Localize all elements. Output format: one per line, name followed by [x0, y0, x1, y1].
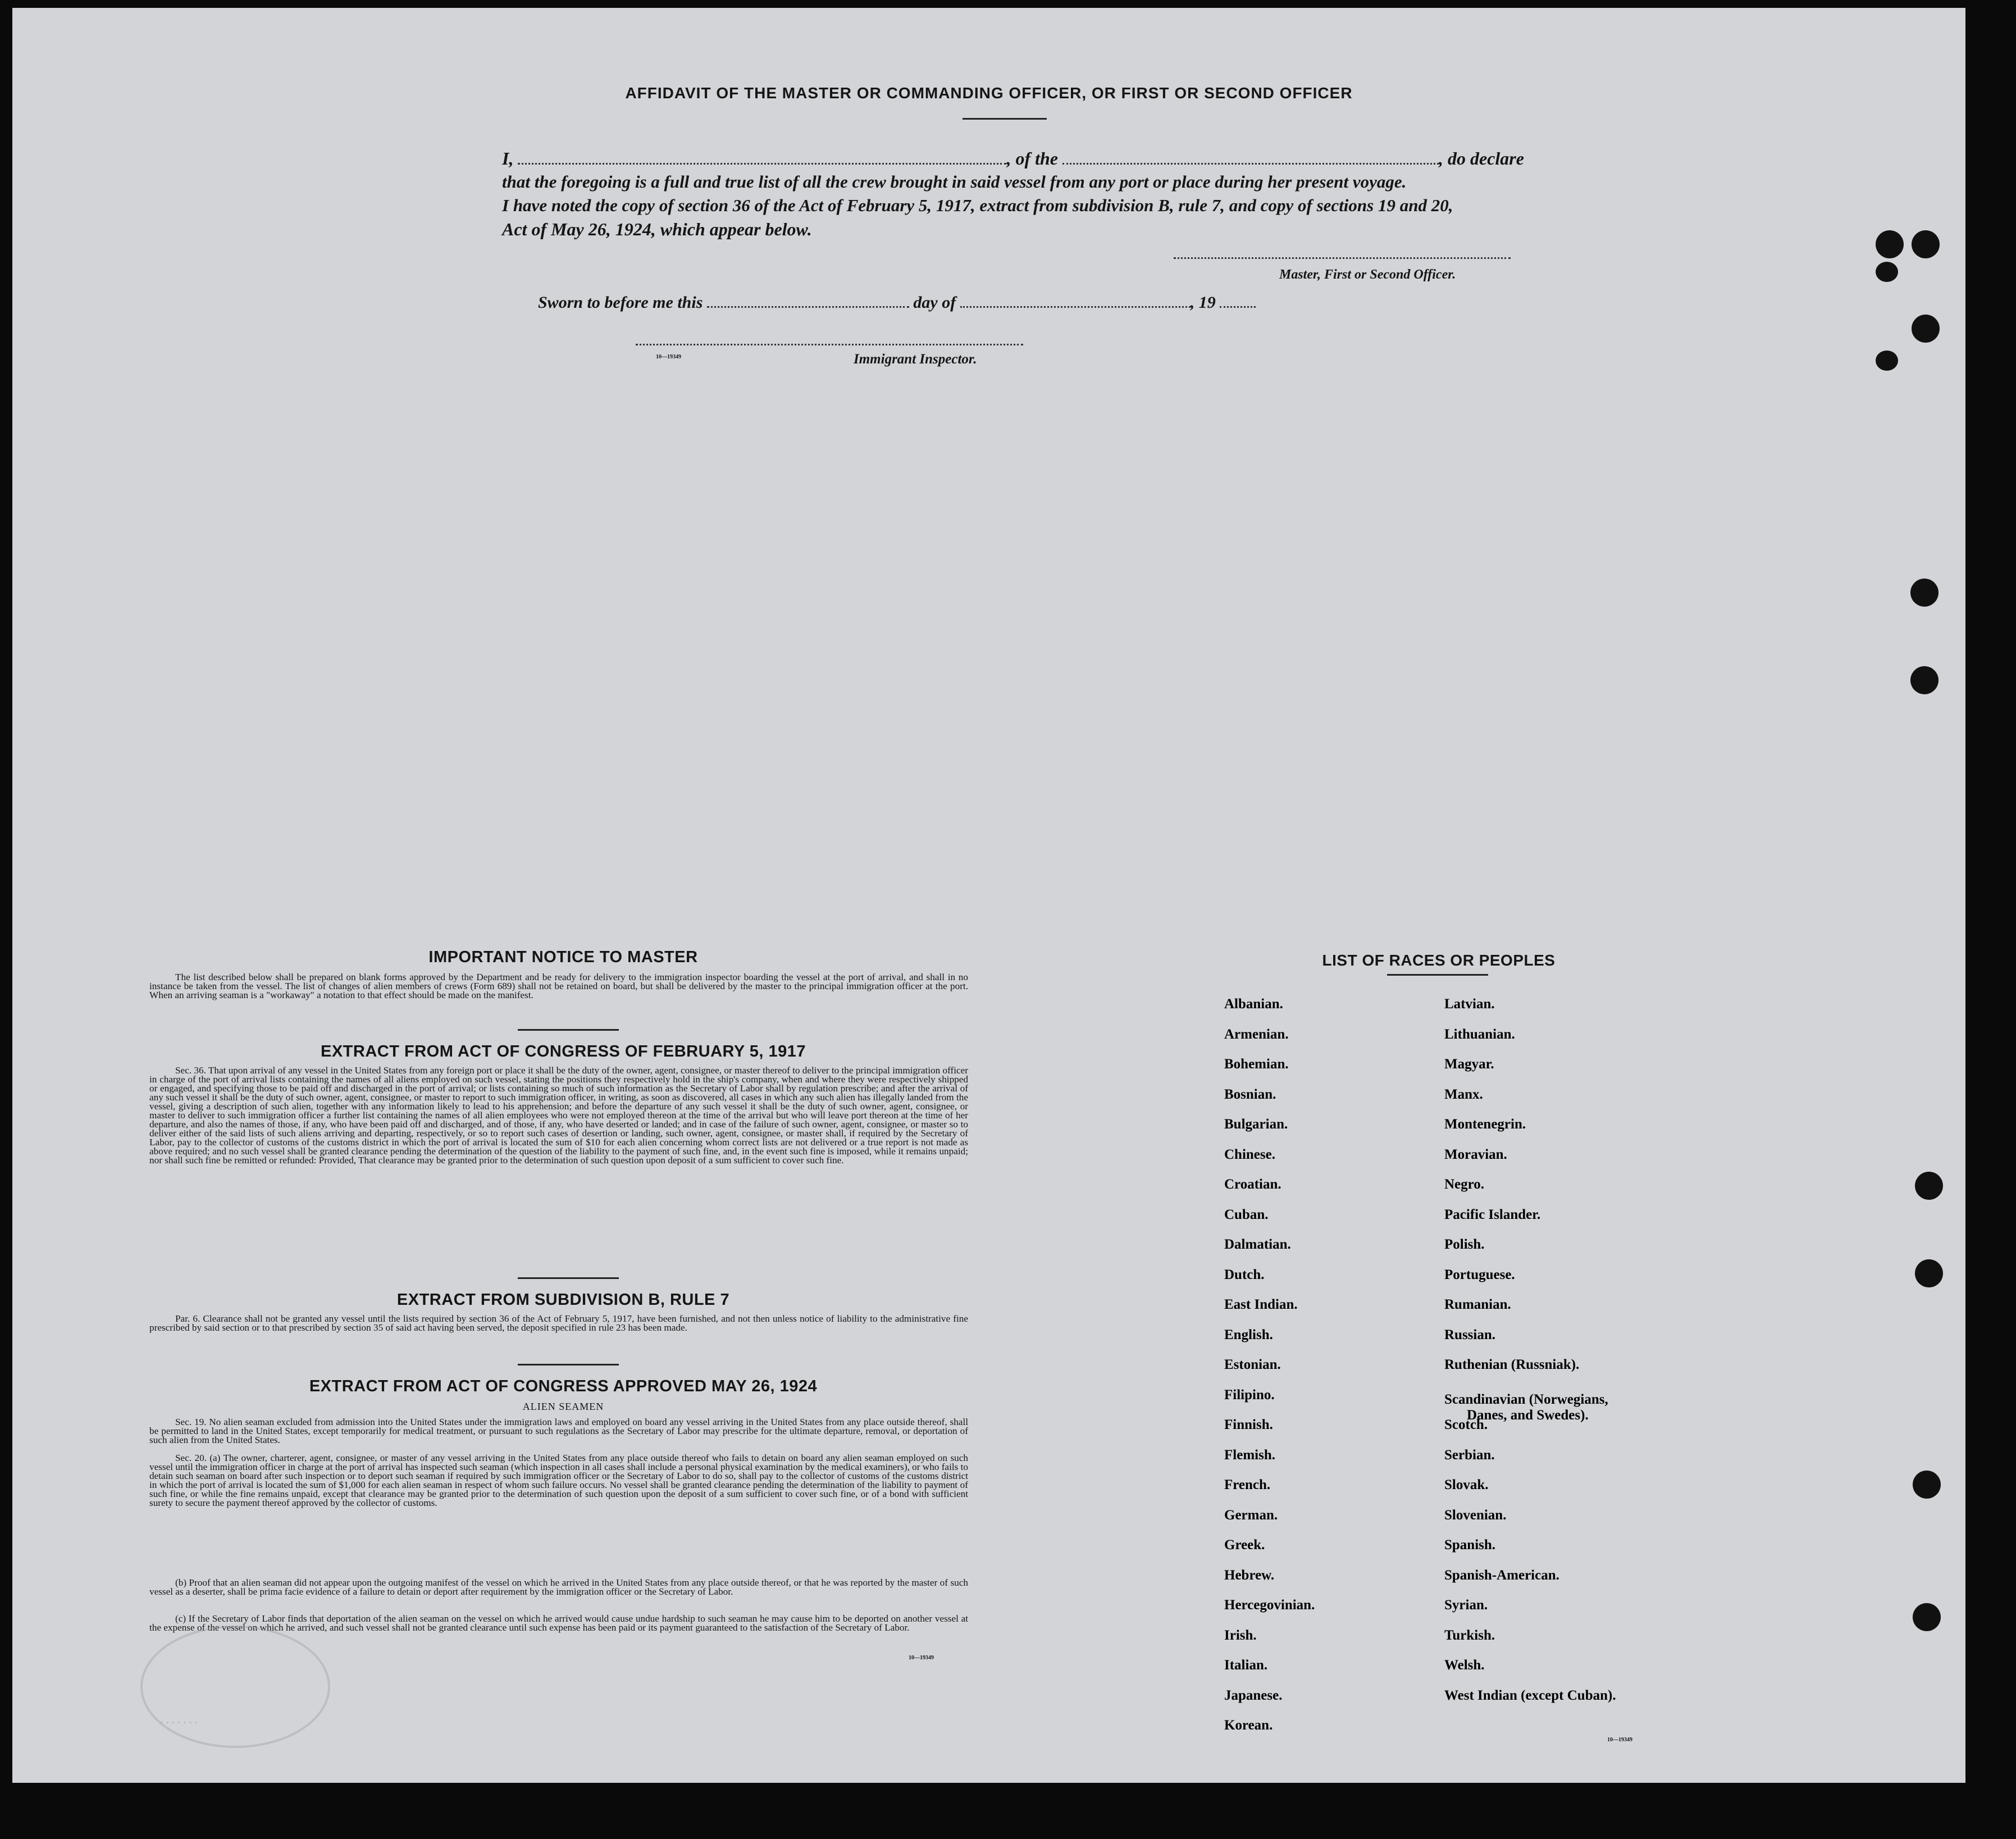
- race-item: Spanish.: [1444, 1537, 1496, 1553]
- vessel-blank: [1062, 163, 1439, 165]
- binder-hole: [1876, 262, 1898, 282]
- notice-text: The list described below shall be prepared on blank forms approved by the Department and be ready for delivery to the immigration inspector boarding the vessel at the port of arrival, and shall in no instance be taken from the vessel. The list of changes of alien members of crews (Form 689) shall not be retained on board, but shall be delivered by the master to the principal immigration officer at the port. When an arriving seaman is a "workaway" a notation to that effect should be made on the manifest.: [149, 972, 968, 1000]
- seal-lettering: ·······: [159, 1715, 200, 1729]
- section-20b-text: (b) Proof that an alien seaman did not appear upon the outgoing manifest of the vessel on which he arrived in the United States from any place outside thereof, or that he was reported by the master of such vessel as a deserter, shall be prima facie evidence of a failure to detain or deport after requirement by the immigration officer or the Secretary of Labor.: [149, 1577, 968, 1597]
- race-item: Bohemian.: [1224, 1057, 1289, 1072]
- race-item: East Indian.: [1224, 1297, 1298, 1312]
- race-item: Manx.: [1444, 1087, 1483, 1102]
- binder-hole: [1915, 1259, 1943, 1287]
- race-item: French.: [1224, 1477, 1271, 1492]
- race-item: Greek.: [1224, 1537, 1265, 1553]
- section-divider: [518, 1029, 619, 1031]
- race-item: Filipino.: [1224, 1387, 1275, 1403]
- extract-1917-title: EXTRACT FROM ACT OF CONGRESS OF FEBRUARY 5, 1917: [320, 1043, 806, 1060]
- race-item: Slovak.: [1444, 1477, 1489, 1492]
- binder-hole: [1913, 1603, 1941, 1631]
- race-item: Turkish.: [1444, 1628, 1495, 1643]
- race-item: Lithuanian.: [1444, 1027, 1515, 1042]
- race-item: Italian.: [1224, 1658, 1268, 1673]
- race-item: Ruthenian (Russniak).: [1444, 1357, 1580, 1372]
- section-20c-text: (c) If the Secretary of Labor finds that deportation of the alien seaman on the vessel on which he arrived would cause undue hardship to such seaman he may cause him to be deported on another vessel at the expense of the vessel on which he arrived, and such vessel shall not be granted clearance until such expense has been paid or its payment guaranteed to the satisfaction of the Secretary of Labor.: [149, 1613, 968, 1633]
- name-blank: [518, 163, 1006, 165]
- race-item: Serbian.: [1444, 1447, 1495, 1463]
- race-item: Syrian.: [1444, 1597, 1488, 1613]
- race-item: Korean.: [1224, 1718, 1273, 1733]
- affidavit-title: AFFIDAVIT OF THE MASTER OR COMMANDING OFFICER, OR FIRST OR SECOND OFFICER: [625, 84, 1353, 102]
- binder-hole: [1913, 1471, 1941, 1499]
- affidavit-line-2: that the foregoing is a full and true list of all the crew brought in said vessel from any port or place during her present voyage.: [502, 172, 1407, 192]
- race-item: Portuguese.: [1444, 1267, 1515, 1282]
- extract-rule7-text: Par. 6. Clearance shall not be granted any vessel until the lists required by section 36 of the Act of February 5, 1917, have been furnished, and not then unless notice of liability to the administrative fine prescribed by said section or to that prescribed by section 35 of said act having been served, the deposit specified in rule 23 has been made.: [149, 1313, 968, 1333]
- races-form-number: 10—19349: [1607, 1737, 1632, 1743]
- of-the-label: , of the: [1006, 148, 1058, 169]
- binder-hole: [1912, 315, 1940, 343]
- sworn-prefix: Sworn to before me this: [538, 293, 703, 312]
- extract-rule7-title: EXTRACT FROM SUBDIVISION B, RULE 7: [396, 1291, 730, 1309]
- section-20a-text: Sec. 20. (a) The owner, charterer, agent, consignee, or master of any vessel arriving in the United States from any place outside thereof who fails to detain on board any alien seaman employed on such vessel until the immigration officer in charge at the port of arrival has inspected such seaman (which inspection in all cases shall include a personal physical examination by the medical examiners), or who fails to detain such seaman on board after such inspection or to deport such seaman if required by such immigration officer or the Secretary of Labor to do so, shall pay to the collector of customs of the customs district in which the port of arrival is located the sum of $1,000 for each alien seaman in respect of whom such failure occurs. No vessel shall be granted clearance pending the determination of the liability to payment of such fine, or while the fine remains unpaid, except that clearance may be granted prior to the determination of such question upon the deposit of a sum sufficient to cover such fine, or of a bond with sufficient surety to secure the payment thereof approved by the collector of customs.: [149, 1453, 968, 1508]
- race-item: Hebrew.: [1224, 1568, 1275, 1583]
- race-item: Finnish.: [1224, 1417, 1273, 1432]
- race-item: Danes, and Swedes).: [1467, 1408, 1589, 1423]
- extract-1924-title: EXTRACT FROM ACT OF CONGRESS APPROVED MAY 26, 1924: [309, 1377, 818, 1395]
- binder-hole: [1910, 579, 1939, 607]
- binder-hole: [1876, 350, 1898, 371]
- race-item: Bulgarian.: [1224, 1117, 1288, 1132]
- affidavit-line-4: Act of May 26, 1924, which appear below.: [502, 219, 812, 239]
- race-item: Russian.: [1444, 1327, 1496, 1342]
- master-signature-label: Master, First or Second Officer.: [1279, 267, 1456, 282]
- affidavit-declaration-line: [502, 148, 1524, 169]
- race-item: Moravian.: [1444, 1147, 1507, 1162]
- sworn-date-blank: [707, 306, 909, 308]
- year-blank: [1220, 306, 1256, 308]
- notice-title: IMPORTANT NOTICE TO MASTER: [428, 948, 698, 966]
- extract-form-number: 10—19349: [909, 1655, 934, 1661]
- race-item: Armenian.: [1224, 1027, 1289, 1042]
- race-item: Welsh.: [1444, 1658, 1485, 1673]
- binder-hole: [1915, 1172, 1943, 1200]
- race-item: Bosnian.: [1224, 1087, 1276, 1102]
- race-item: Scotch.: [1444, 1417, 1488, 1432]
- race-item: Negro.: [1444, 1177, 1485, 1192]
- master-signature-line: [1174, 257, 1511, 259]
- race-item: West Indian (except Cuban).: [1444, 1688, 1616, 1703]
- document-page: [12, 8, 1965, 1783]
- race-item: Pacific Islander.: [1444, 1207, 1541, 1222]
- race-item: Chinese.: [1224, 1147, 1275, 1162]
- race-item: Dutch.: [1224, 1267, 1265, 1282]
- year-label: , 19: [1190, 293, 1216, 312]
- race-item: Spanish-American.: [1444, 1568, 1559, 1583]
- binder-hole: [1912, 230, 1940, 258]
- race-item: Montenegrin.: [1444, 1117, 1526, 1132]
- race-item: Croatian.: [1224, 1177, 1281, 1192]
- affidavit-form-number: 10—19349: [656, 354, 681, 360]
- race-item: Latvian.: [1444, 996, 1495, 1012]
- race-item: Magyar.: [1444, 1057, 1494, 1072]
- race-item: Japanese.: [1224, 1688, 1283, 1703]
- race-item: Flemish.: [1224, 1447, 1275, 1463]
- race-item: Hercegovinian.: [1224, 1597, 1315, 1613]
- races-title: LIST OF RACES OR PEOPLES: [1322, 952, 1556, 969]
- affidavit-i-label: I,: [502, 148, 514, 169]
- inspector-signature-line: [636, 344, 1023, 345]
- race-item: Estonian.: [1224, 1357, 1281, 1372]
- section-19-text: Sec. 19. No alien seaman excluded from admission into the United States under the immigration laws and employed on board any vessel arriving in the United States from any place outside thereof, shall be permitted to land in the United States, except temporarily for medical treatment, or pursuant to such regulations as the Secretary of Labor may prescribe for the ultimate departure, removal, or deportation of such alien from the United States.: [149, 1417, 968, 1445]
- binder-hole: [1876, 230, 1904, 258]
- title-divider: [963, 118, 1047, 120]
- race-item: Irish.: [1224, 1628, 1257, 1643]
- race-item: Albanian.: [1224, 996, 1283, 1012]
- race-item: Polish.: [1444, 1237, 1485, 1252]
- do-declare-label: , do declare: [1439, 148, 1524, 169]
- sworn-line: [538, 293, 1256, 312]
- race-item: English.: [1224, 1327, 1273, 1342]
- race-item: Scandinavian (Norwegians,: [1444, 1392, 1608, 1407]
- race-item: Rumanian.: [1444, 1297, 1511, 1312]
- section-divider: [518, 1364, 619, 1365]
- races-divider: [1387, 974, 1488, 976]
- immigrant-inspector-label: Immigrant Inspector.: [854, 352, 977, 367]
- section-divider: [518, 1277, 619, 1279]
- binder-hole: [1910, 666, 1939, 694]
- affidavit-line-3: I have noted the copy of section 36 of the Act of February 5, 1917, extract from subdivision B, rule 7, and copy of sections 19 and 20,: [502, 195, 1453, 215]
- month-blank: [960, 306, 1191, 308]
- race-item: Dalmatian.: [1224, 1237, 1291, 1252]
- race-item: Cuban.: [1224, 1207, 1269, 1222]
- day-of-label: day of: [913, 293, 956, 312]
- extract-1917-text: Sec. 36. That upon arrival of any vessel in the United States from any foreign port or place it shall be the duty of the owner, agent, consignee, or master thereof to deliver to the principal immigration officer in charge of the port of arrival lists containing the names of all aliens employed on such vessel, stating the positions they respectively hold in the ship's company, when and where they were respectively shipped or engaged, and specifying those to be paid off and discharged in the port of arrival; or lists containing so much of such information as the Secretary of Labor shall by regulation prescribe; and after the arrival of any such vessel it shall be the duty of such owner, agent, consignee, or master to report to such immigration officer, in writing, as soon as discovered, all cases in which any such alien has illegally landed from the vessel, giving a description of such alien, together with any information likely to lead to his apprehension; and before the departure of any such vessel it shall be the duty of such owner, agent, consignee, or master to deliver to such immigration officer a further list containing the names of all alien employees who were not employed thereon at the time of the arrival but who will leave port thereon at the time of her departure, and also the names of those, if any, who have been paid off and discharged, and of those, if any, who have deserted or landed; and in case of the failure of such owner, agent, consignee, or master so to deliver either of the said lists of such aliens arriving and departing, respectively, or so to report such cases of desertion or landing, such owner, agent, consignee, or master shall, if required by the Secretary of Labor, pay to the collector of customs of the customs district in which the port of arrival is located the sum of $10 for each alien concerning whom correct lists are not delivered or a true report is not made as above required; and no such vessel shall be granted clearance pending the determination of the question of the liability to the payment of such fine, and, in the event such fine is imposed, while it remains unpaid; nor shall such fine be remitted or refunded: Provided, That clearance may be granted prior to the determination of such question upon deposit of a sum sufficient to cover such fine.: [149, 1065, 968, 1166]
- race-item: Slovenian.: [1444, 1508, 1507, 1523]
- race-item: German.: [1224, 1508, 1278, 1523]
- alien-seamen-subtitle: ALIEN SEAMEN: [522, 1401, 604, 1412]
